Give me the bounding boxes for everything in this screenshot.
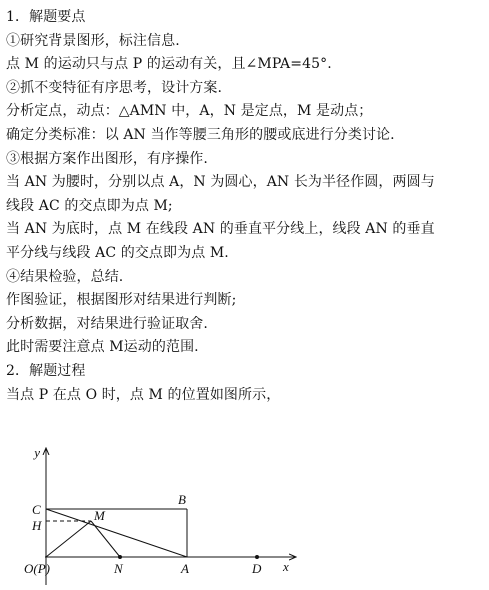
label-c: C — [32, 502, 41, 517]
text-line: ③根据方案作出图形，有序操作. — [6, 150, 208, 167]
text-line: 当点 P 在点 O 时，点 M 的位置如图所示， — [6, 386, 281, 403]
text-line: 确定分类标准：以 AN 当作等腰三角形的腰或底进行分类讨论. — [6, 126, 395, 143]
label-x: x — [283, 559, 289, 574]
segment-nm — [91, 521, 120, 557]
text-line: ④结果检验，总结. — [6, 268, 124, 285]
text-line: 当 AN 为腰时，分别以点 A，N 为圆心，AN 长为半径作圆，两圆与 — [6, 174, 435, 191]
text-line: 线段 AC 的交点即为点 M; — [6, 197, 173, 214]
text-line: 点 M 的运动只与点 P 的运动有关，且∠MPA=45°. — [6, 56, 332, 73]
text-line: ②抓不变特征有序思考，设计方案. — [6, 79, 223, 96]
point-n — [118, 555, 122, 559]
document-body — [6, 6, 484, 407]
text-line: 分析数据，对结果进行验证取舍. — [6, 315, 208, 332]
section-heading-1: 1．解题要点 — [6, 9, 86, 25]
label-a: A — [181, 561, 189, 576]
segment-ca — [46, 509, 187, 557]
label-o-p: O(P) — [24, 561, 50, 576]
label-y: y — [34, 445, 40, 460]
coordinate-diagram — [10, 440, 310, 586]
label-b: B — [178, 492, 186, 507]
label-d: D — [252, 561, 262, 576]
text-line: ①研究背景图形，标注信息. — [6, 32, 180, 49]
geometry-figure — [10, 440, 310, 586]
text-line: 分析定点，动点：△AMN 中，A，N 是定点，M 是动点； — [6, 103, 373, 120]
text-line: 此时需要注意点 M运动的范围. — [6, 339, 199, 356]
section-heading-2: 2．解题过程 — [6, 362, 86, 379]
text-line: 作图验证，根据图形对结果进行判断; — [6, 292, 237, 309]
text-line: 平分线与线段 AC 的交点即为点 M. — [6, 244, 229, 261]
label-m: M — [94, 508, 105, 523]
label-h: H — [32, 518, 42, 533]
text-line: 当 AN 为底时，点 M 在线段 AN 的垂直平分线上，线段 AN 的垂直 — [6, 221, 435, 238]
point-d — [255, 555, 259, 559]
segment-pm — [46, 521, 91, 557]
label-n: N — [114, 561, 123, 576]
